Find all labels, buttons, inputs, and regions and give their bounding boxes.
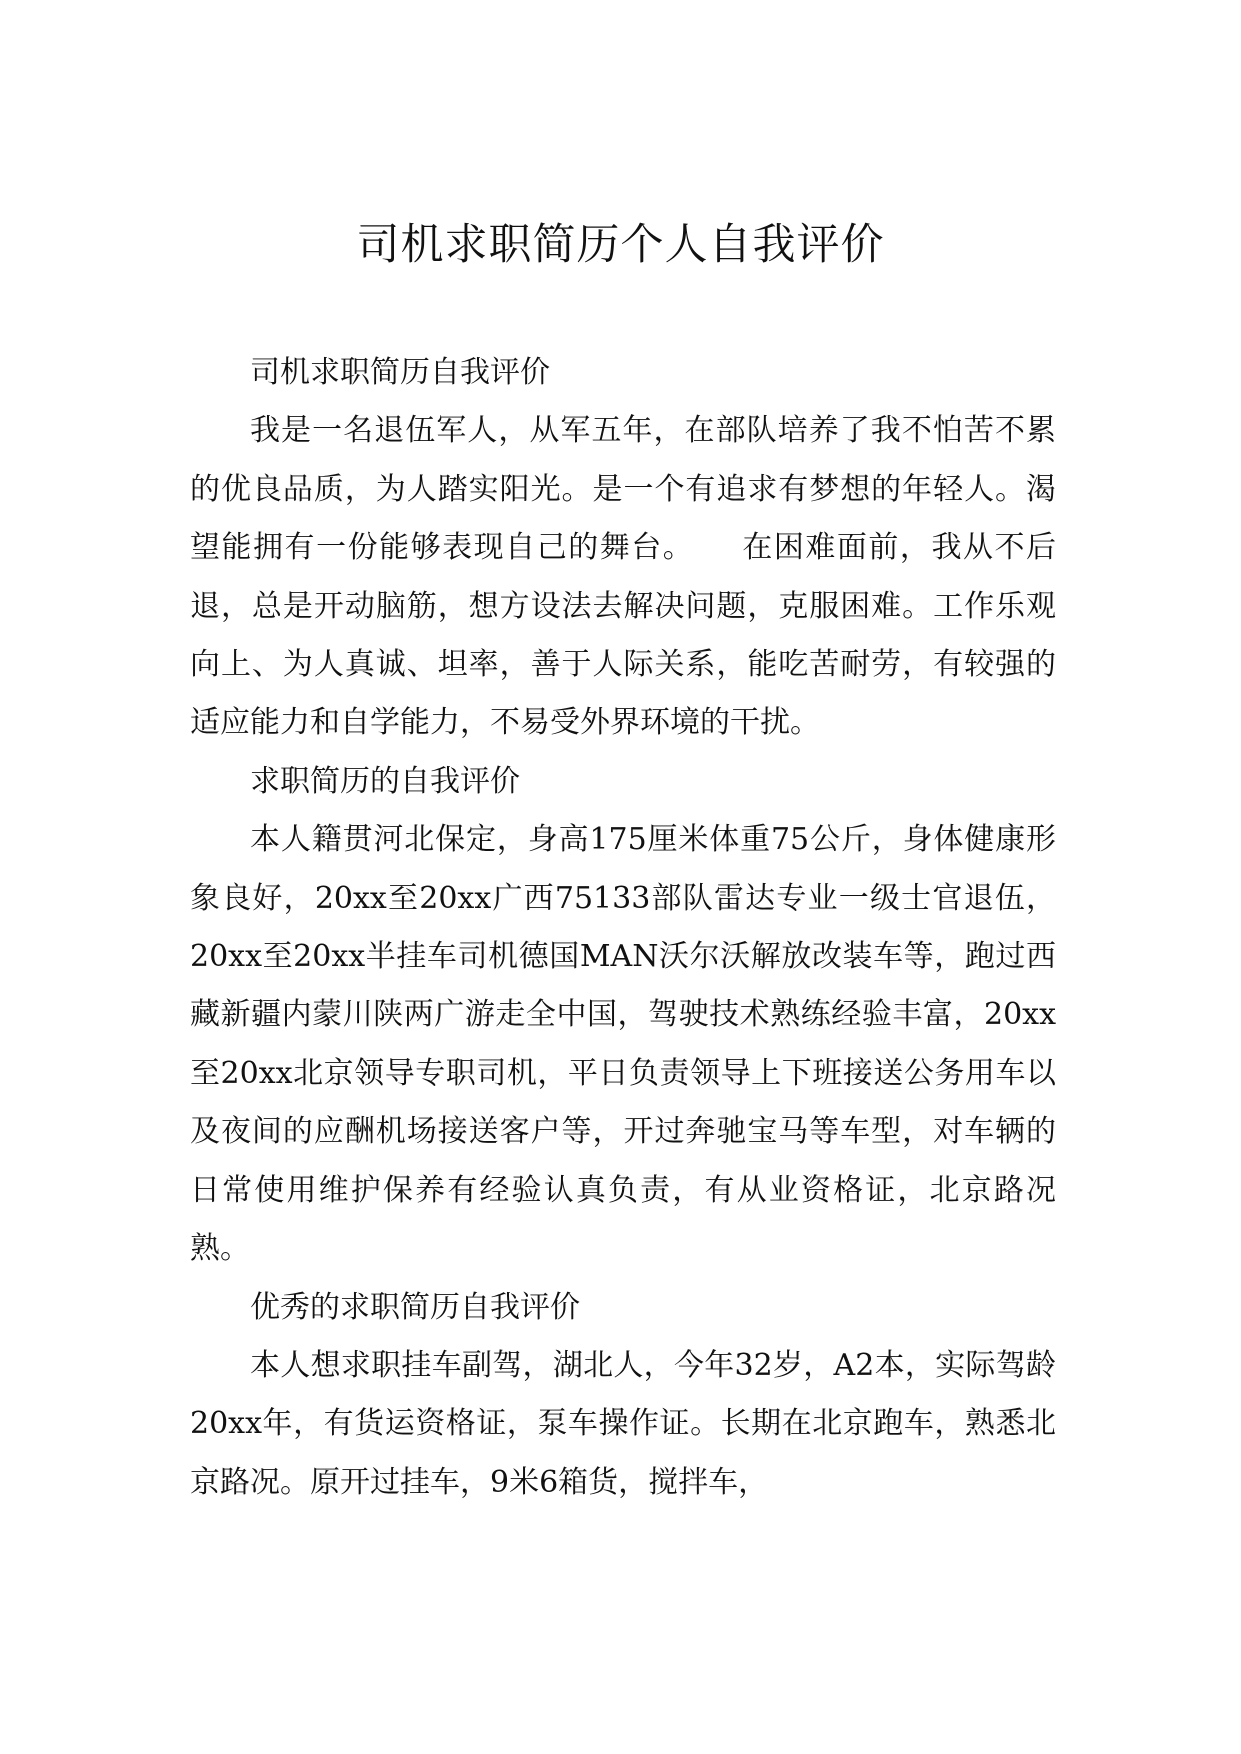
section-heading: 求职简历的自我评价 <box>250 763 520 799</box>
section-heading: 司机求职简历自我评价 <box>250 355 550 390</box>
section-paragraph: 我是一名退伍军人，从军五年，在部队培养了我不怕苦不累的优良品质，为人踏实阳光。是一个有追求有梦想的年轻人。渴望能拥有一份能够表现自己的舞台。 在困难面前，我从不后退，总是开动脑筋，想方设法去解决问题，克服困难。工作乐观向上、为人真诚、坦率，善于人际关系，能吃苦耐劳，有较强的适应能力和自学能力，不易受外界环境的干扰。 <box>190 413 1056 741</box>
section-paragraph: 本人籍贯河北保定，身高175厘米体重75公斤，身体健康形象良好，20xx至20xx广西75133部队雷达专业一级士官退伍，20xx至20xx半挂车司机德国MAN沃尔沃解放改装车等，跑过西藏新疆内蒙川陕两广游走全中国，驾驶技术熟练经验丰富，20xx至20xx北京领导专职司机，平日负责领导上下班接送公务用车以及夜间的应酬机场接送客户等，开过奔驰宝马等车型，对车辆的日常使用维护保养有经验认真负责，有从业资格证，北京路况熟。 <box>190 822 1056 1267</box>
document-body <box>190 344 1056 1512</box>
section-heading: 优秀的求职简历自我评价 <box>250 1289 580 1325</box>
document-title: 司机求职简历个人自我评价 <box>356 220 885 270</box>
section-paragraph: 本人想求职挂车副驾，湖北人，今年32岁，A2本，实际驾龄20xx年，有货运资格证，泵车操作证。长期在北京跑车，熟悉北京路况。原开过挂车，9米6箱货，搅拌车， <box>190 1347 1056 1500</box>
